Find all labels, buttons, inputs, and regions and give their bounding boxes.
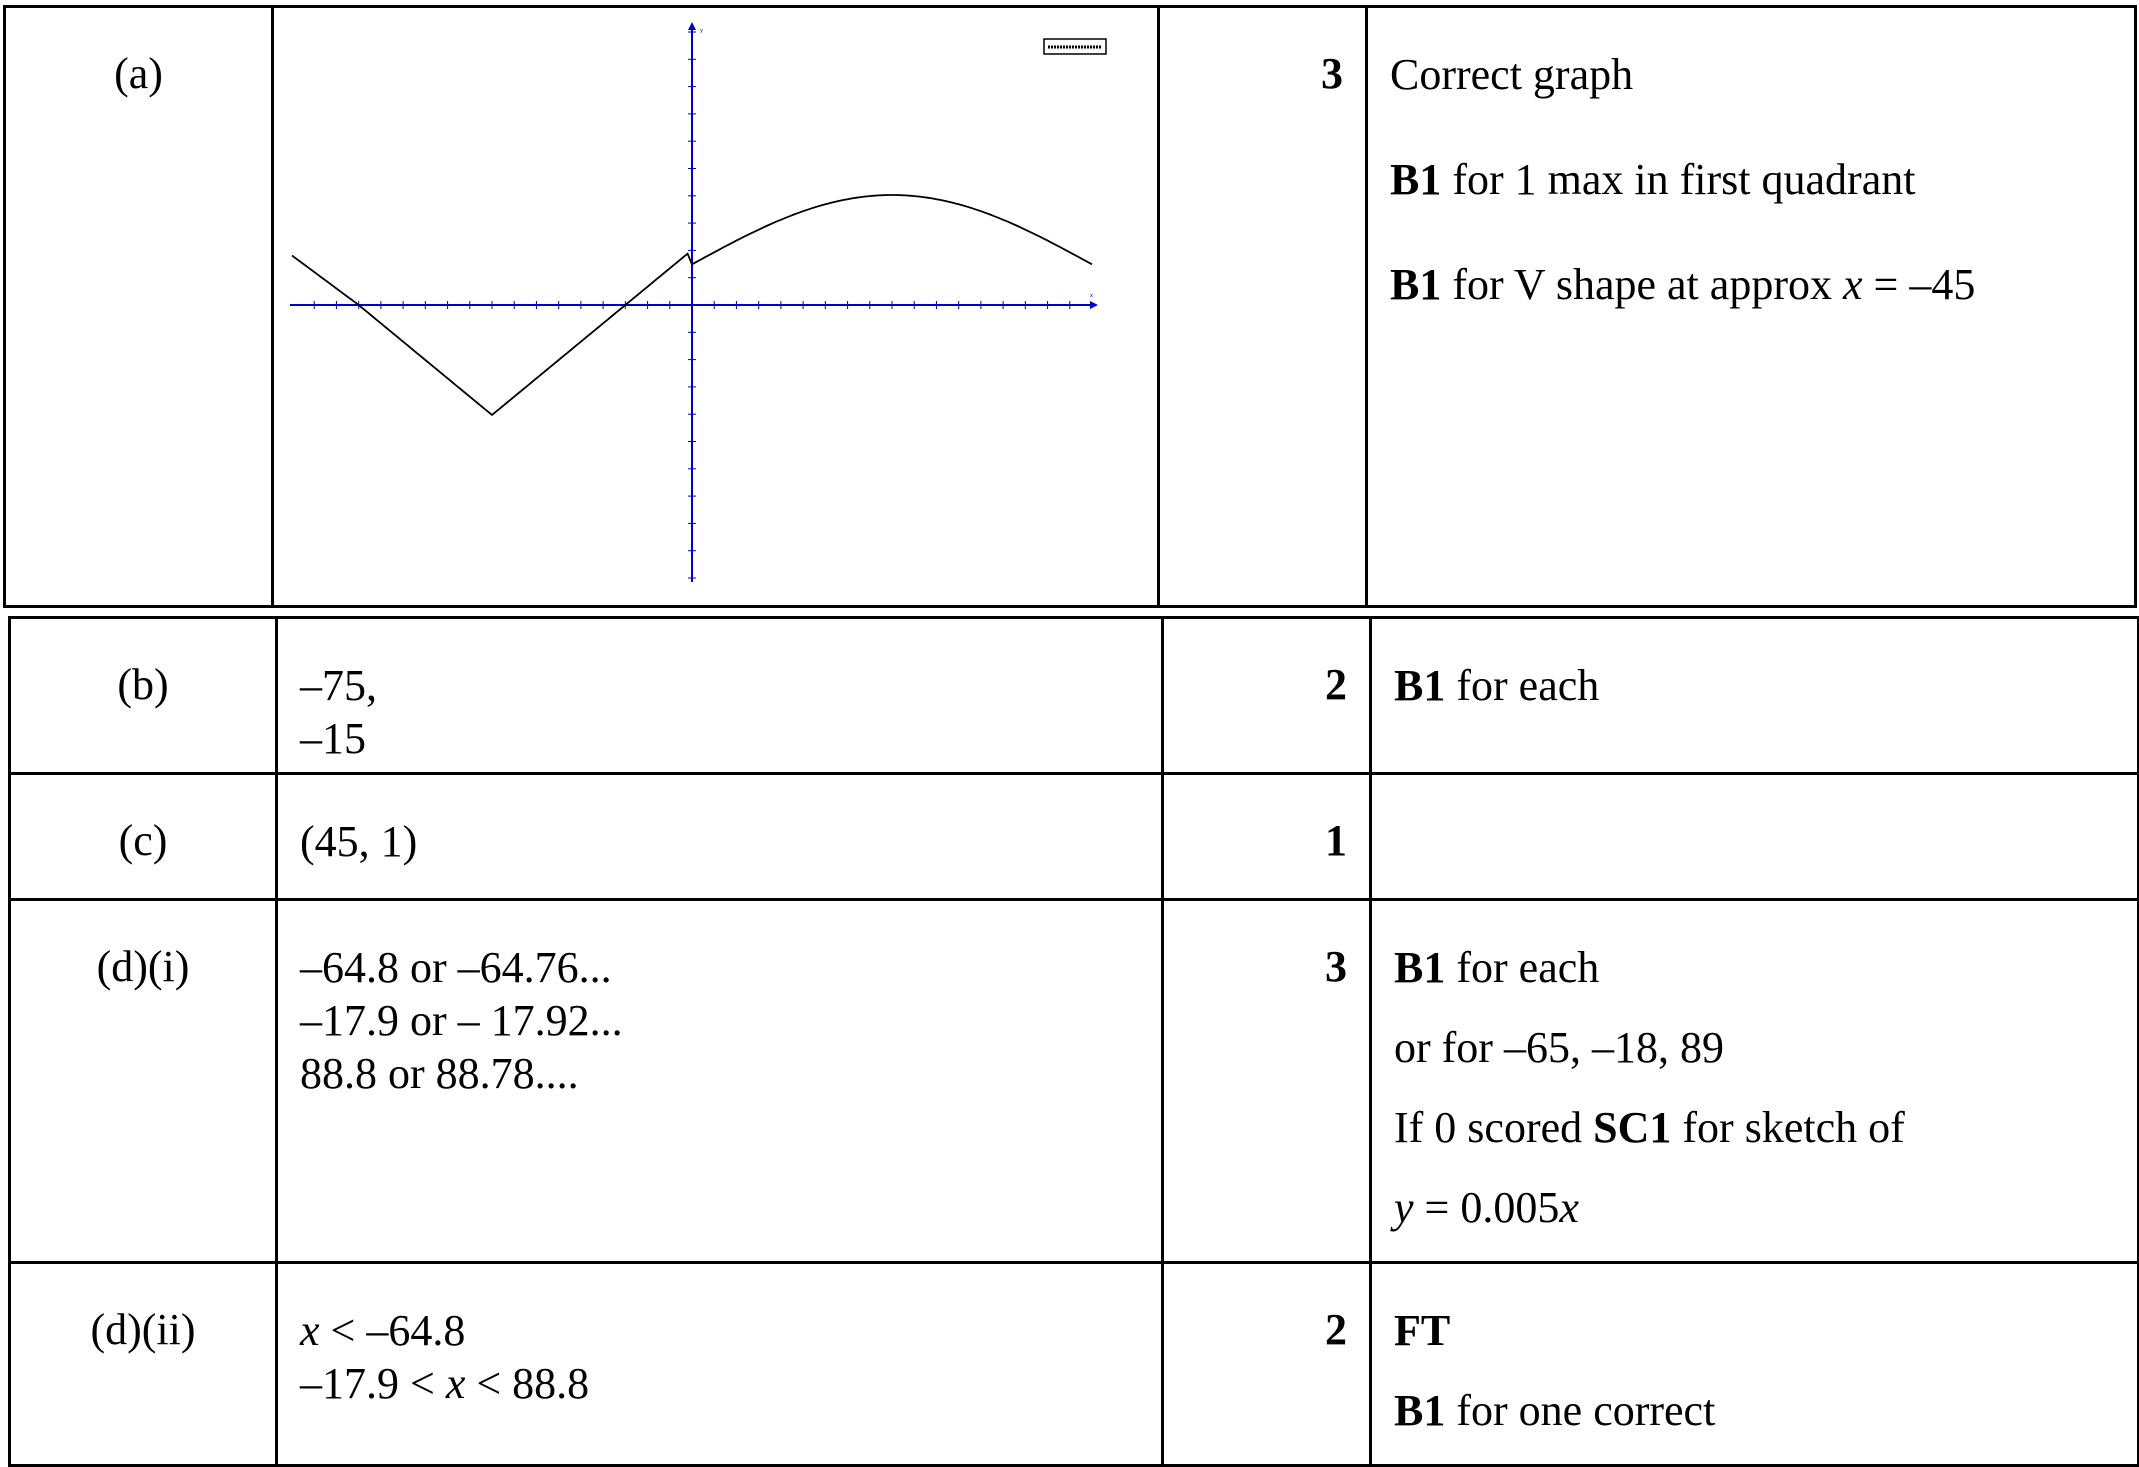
x-axis-label: x xyxy=(1090,293,1093,299)
guidance-notes xyxy=(1371,1263,2139,1466)
table-row xyxy=(10,900,2139,1263)
mark-value: 3 xyxy=(1163,900,1371,1263)
guidance-notes xyxy=(1371,900,2139,1263)
mark-scheme-table-top xyxy=(3,5,2137,608)
part-label: (a) xyxy=(5,7,273,607)
guidance-line: B1 for one correct xyxy=(1394,1386,1716,1435)
answer-line: (45, 1) xyxy=(300,817,418,866)
answer-line: –17.9 < x < 88.8 xyxy=(300,1359,590,1408)
graph-cell xyxy=(273,7,1159,607)
answer-cell xyxy=(277,774,1163,900)
answer-line: –64.8 or –64.76... xyxy=(300,943,612,992)
x-axis-arrow xyxy=(1090,301,1098,309)
answer-line: –75, xyxy=(300,661,377,710)
answer-line: –15 xyxy=(300,714,366,763)
part-label: (c) xyxy=(10,774,277,900)
part-label: (d)(i) xyxy=(10,900,277,1263)
guidance-line: y = 0.005x xyxy=(1394,1183,1579,1232)
guidance-line: B1 for V shape at approx x = –45 xyxy=(1390,260,1976,309)
mark-value: 1 xyxy=(1163,774,1371,900)
guidance-line: or for –65, –18, 89 xyxy=(1394,1023,1724,1072)
guidance-line: Correct graph xyxy=(1390,50,1634,99)
mark-value: 2 xyxy=(1163,1263,1371,1466)
part-label: (b) xyxy=(10,618,277,774)
answer-line: –17.9 or – 17.92... xyxy=(300,996,623,1045)
answer-line: x < –64.8 xyxy=(300,1306,466,1355)
guidance-notes xyxy=(1371,774,2139,900)
answer-line: 88.8 or 88.78.... xyxy=(300,1049,579,1098)
guidance-line: If 0 scored SC1 for sketch of xyxy=(1394,1103,1905,1152)
answer-graph xyxy=(274,8,1154,602)
answer-cell xyxy=(277,900,1163,1263)
answer-cell xyxy=(277,618,1163,774)
table-row xyxy=(10,1263,2139,1466)
table-row xyxy=(10,774,2139,900)
table-row xyxy=(5,7,2136,607)
guidance-line: B1 for 1 max in first quadrant xyxy=(1390,155,1916,204)
y-axis-arrow xyxy=(688,22,696,30)
mark-scheme-table-bottom xyxy=(8,616,2139,1467)
guidance-notes xyxy=(1367,7,2136,607)
table-row xyxy=(10,618,2139,774)
mark-value: 2 xyxy=(1163,618,1371,774)
y-axis-label: y xyxy=(700,28,703,34)
guidance-notes xyxy=(1371,618,2139,774)
guidance-line: FT xyxy=(1394,1306,1451,1355)
answer-cell xyxy=(277,1263,1163,1466)
guidance-line: B1 for each xyxy=(1394,943,1600,992)
part-label: (d)(ii) xyxy=(10,1263,277,1466)
mark-value: 3 xyxy=(1159,7,1367,607)
guidance-line: B1 for each xyxy=(1394,661,1600,710)
